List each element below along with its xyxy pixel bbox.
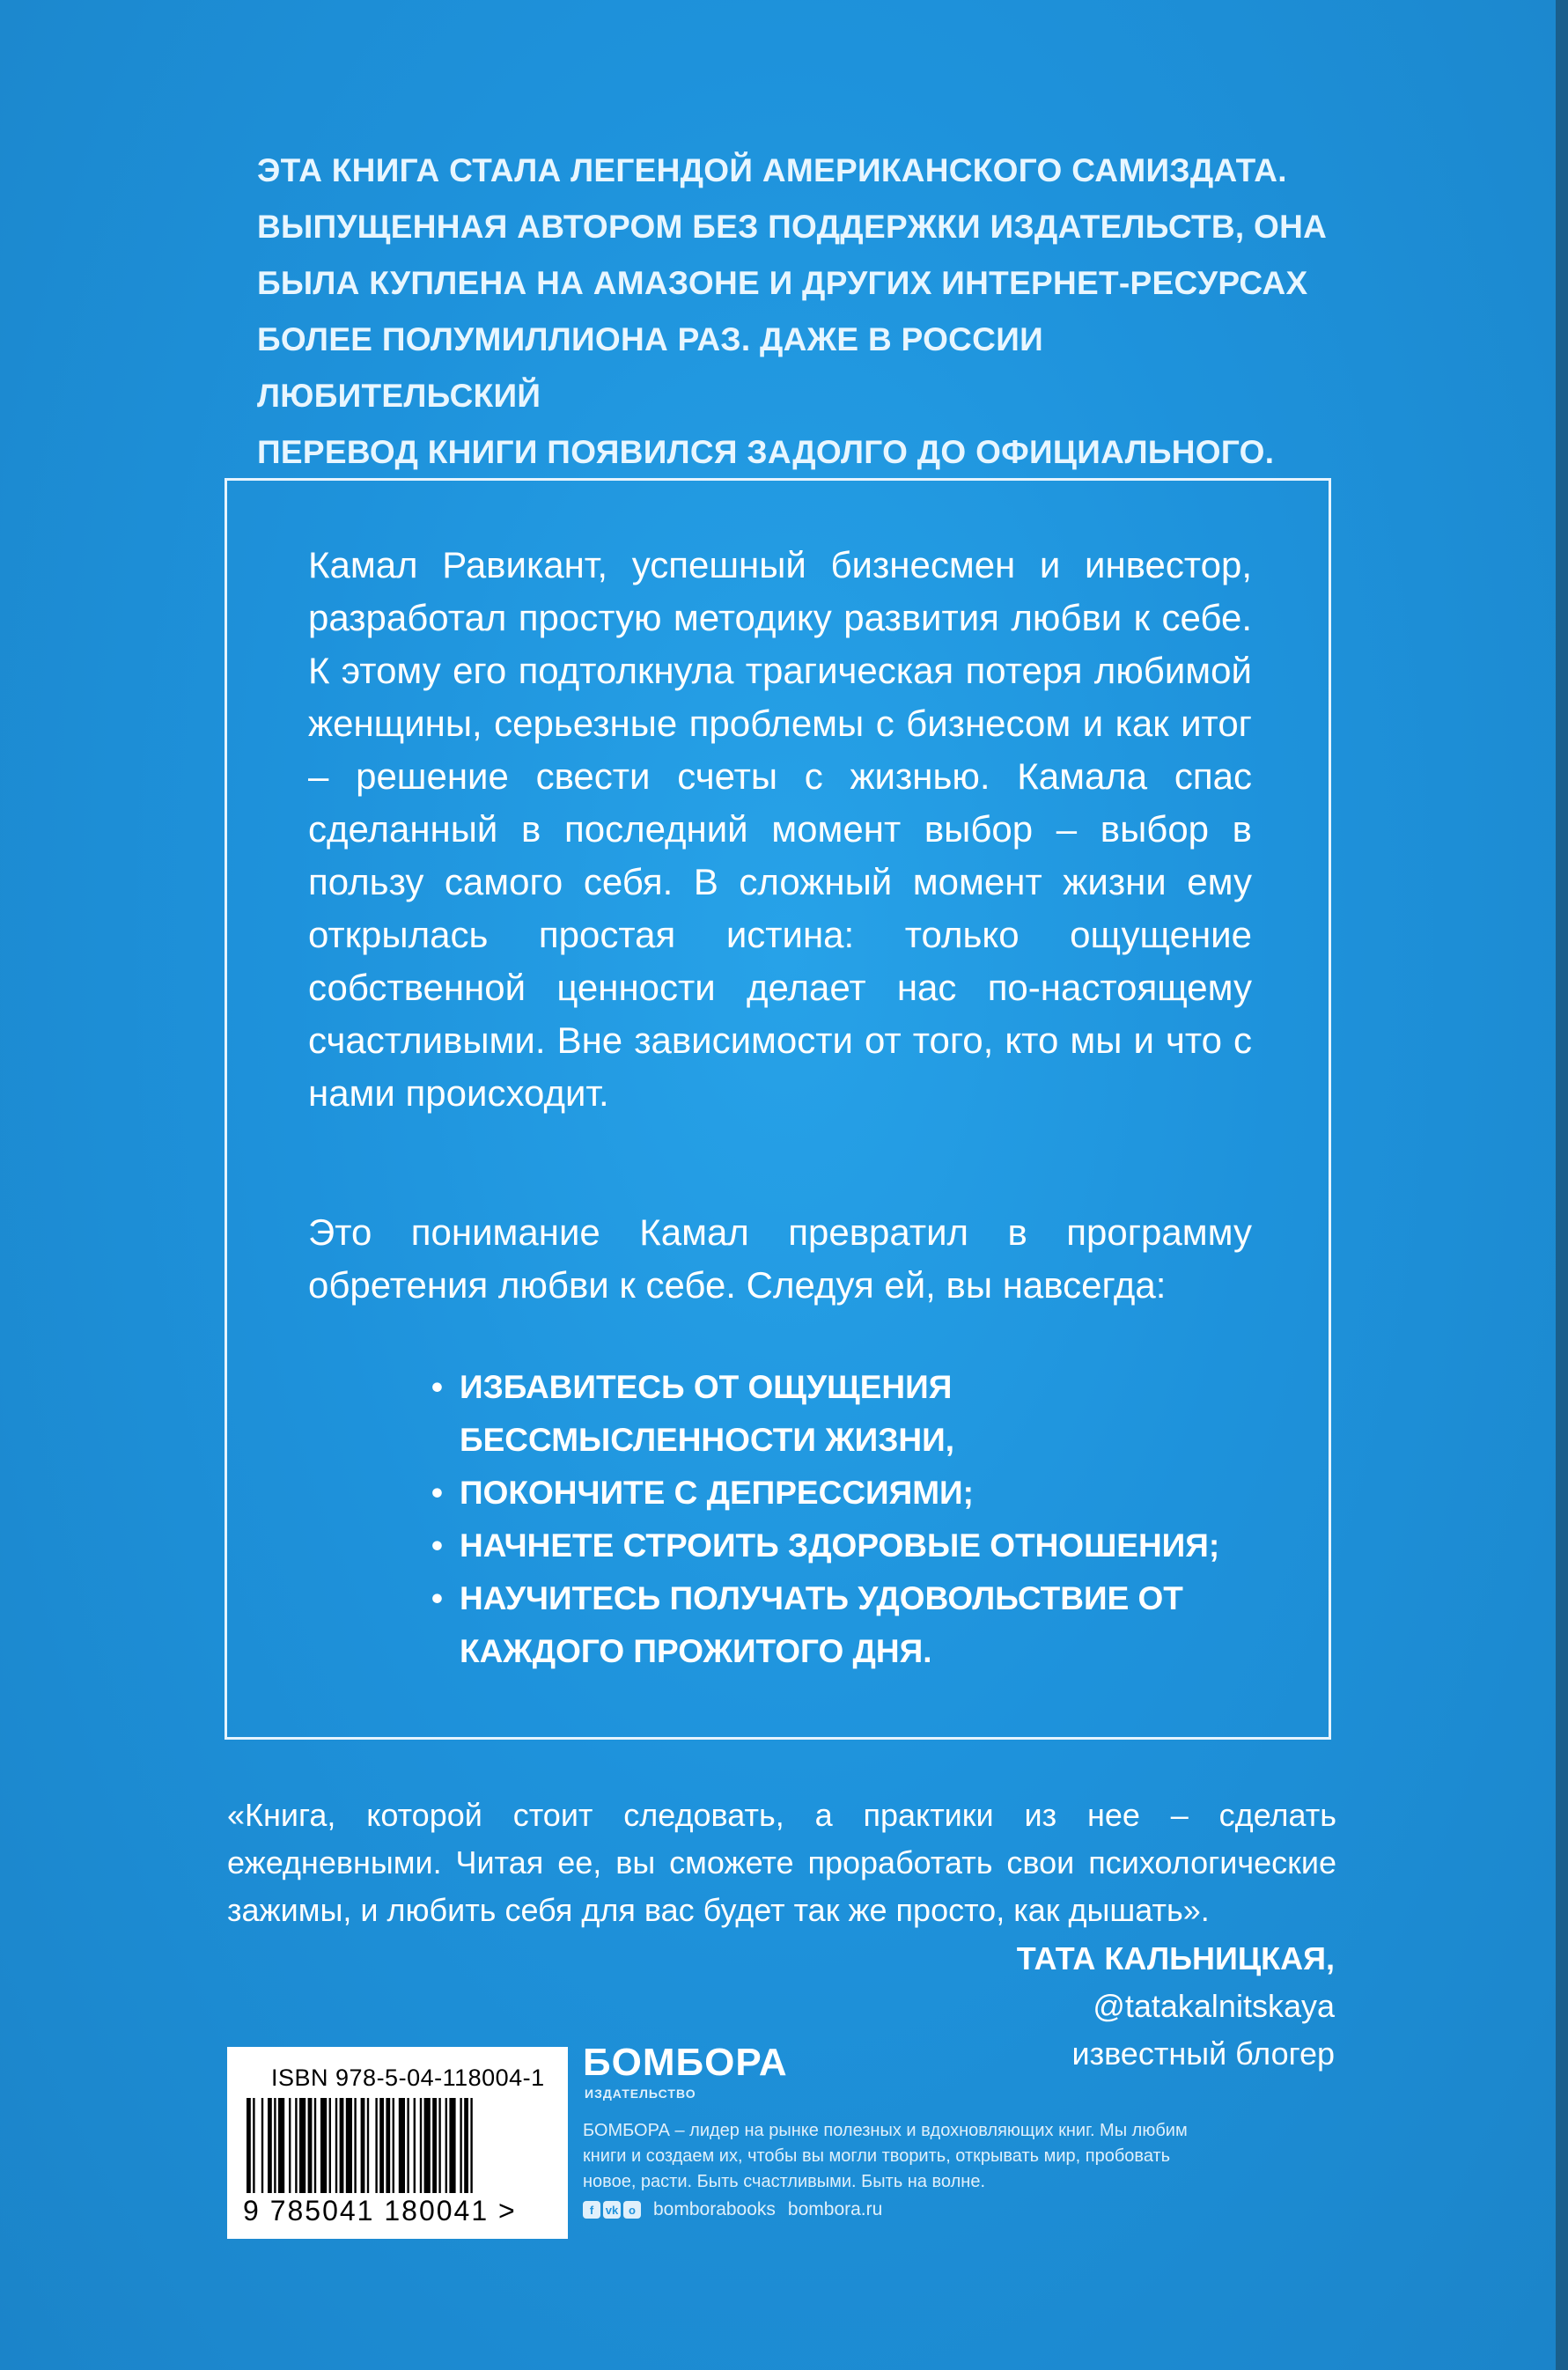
odnoklassniki-icon: o [623, 2201, 641, 2219]
intro-line: БЫЛА КУПЛЕНА НА АМАЗОНЕ И ДРУГИХ ИНТЕРНЕТ-РЕСУРСАХ [257, 265, 1308, 301]
list-item-text: НАЧНЕТЕ СТРОИТЬ ЗДОРОВЫЕ ОТНОШЕНИЯ; [460, 1527, 1220, 1564]
list-item-text: ИЗБАВИТЕСЬ ОТ ОЩУЩЕНИЯ БЕССМЫСЛЕННОСТИ ЖИЗНИ, [460, 1369, 955, 1458]
barcode-bars-icon [243, 2098, 551, 2195]
isbn-label: ISBN 978-5-04-118004-1 [271, 2065, 545, 2091]
list-item [431, 1467, 1277, 1520]
facebook-icon: f [583, 2201, 600, 2219]
testimonial-author [1017, 1935, 1335, 2078]
description-paragraph-1: Камал Равикант, успешный бизнесмен и инвестор, разработал простую методику развития любви к себе. К этому его подтолкнула трагическая потеря любимой женщины, серьезные проблемы с бизнесом и как итог – решение свести счеты с жизнью. Камала спас сделанный в последний момент выбор – выбор в пользу самого себя. В сложный момент жизни ему открылась простая истина: только ощущение собственной ценности делает нас по-настоящему счастливыми. Вне зависимости от того, кто мы и что с нами происходит. [308, 544, 1252, 1114]
benefits-list [431, 1361, 1277, 1678]
publisher-handle: bomborabooks [653, 2199, 776, 2219]
bullet-icon: • [431, 1527, 443, 1564]
list-item [431, 1572, 1277, 1678]
publisher-subtitle: ИЗДАТЕЛЬСТВО [585, 2087, 696, 2101]
isbn-barcode [227, 2047, 568, 2239]
social-icons [583, 2201, 641, 2219]
testimonial-quote: «Книга, которой стоит следовать, а практики из нее – сделать ежедневными. Читая ее, вы сможете проработать свои психологические зажимы, и любить себя для вас будет так же просто, как дышать». [227, 1797, 1336, 1928]
cover-spine-edge [1556, 0, 1568, 2370]
list-item [431, 1361, 1277, 1467]
bullet-icon: • [431, 1580, 443, 1616]
publisher-logo: БОМБОРА [583, 2041, 788, 2084]
barcode-digits: 9 785041 180041 > [243, 2195, 517, 2226]
author-role: известный блогер [1071, 2035, 1335, 2072]
list-item-text: ПОКОНЧИТЕ С ДЕПРЕССИЯМИ; [460, 1475, 974, 1511]
intro-line: ПЕРЕВОД КНИГИ ПОЯВИЛСЯ ЗАДОЛГО ДО ОФИЦИАЛЬНОГО. [257, 434, 1275, 470]
author-handle: @tatakalnitskaya [1093, 1988, 1335, 2024]
vk-icon: vk [603, 2201, 621, 2219]
list-item-text: НАУЧИТЕСЬ ПОЛУЧАТЬ УДОВОЛЬСТВИЕ ОТ КАЖДОГО ПРОЖИТОГО ДНЯ. [460, 1580, 1183, 1669]
description-paragraph-2: Это понимание Камал превратил в программу обретения любви к себе. Следуя ей, вы навсегда: [308, 1211, 1252, 1306]
bullet-icon: • [431, 1475, 443, 1511]
intro-line: ЭТА КНИГА СТАЛА ЛЕГЕНДОЙ АМЕРИКАНСКОГО САМИЗДАТА. [257, 152, 1287, 188]
bullet-icon: • [431, 1369, 443, 1405]
publisher-site: bombora.ru [787, 2199, 883, 2219]
intro-text [257, 143, 1331, 481]
author-name: ТАТА КАЛЬНИЦКАЯ, [1016, 1940, 1335, 1976]
intro-line: БОЛЕЕ ПОЛУМИЛЛИОНА РАЗ. ДАЖЕ В РОССИИ ЛЮБИТЕЛЬСКИЙ [257, 321, 1043, 414]
publisher-description: БОМБОРА – лидер на рынке полезных и вдохновляющих книг. Мы любим книги и создаем их, чтобы вы могли творить, открывать мир, пробовать новое, расти. Быть счастливыми. Быть на волне. [583, 2121, 1188, 2191]
intro-line: ВЫПУЩЕННАЯ АВТОРОМ БЕЗ ПОДДЕРЖКИ ИЗДАТЕЛЬСТВ, ОНА [257, 209, 1328, 245]
publisher-social [583, 2199, 882, 2220]
list-item [431, 1520, 1277, 1572]
